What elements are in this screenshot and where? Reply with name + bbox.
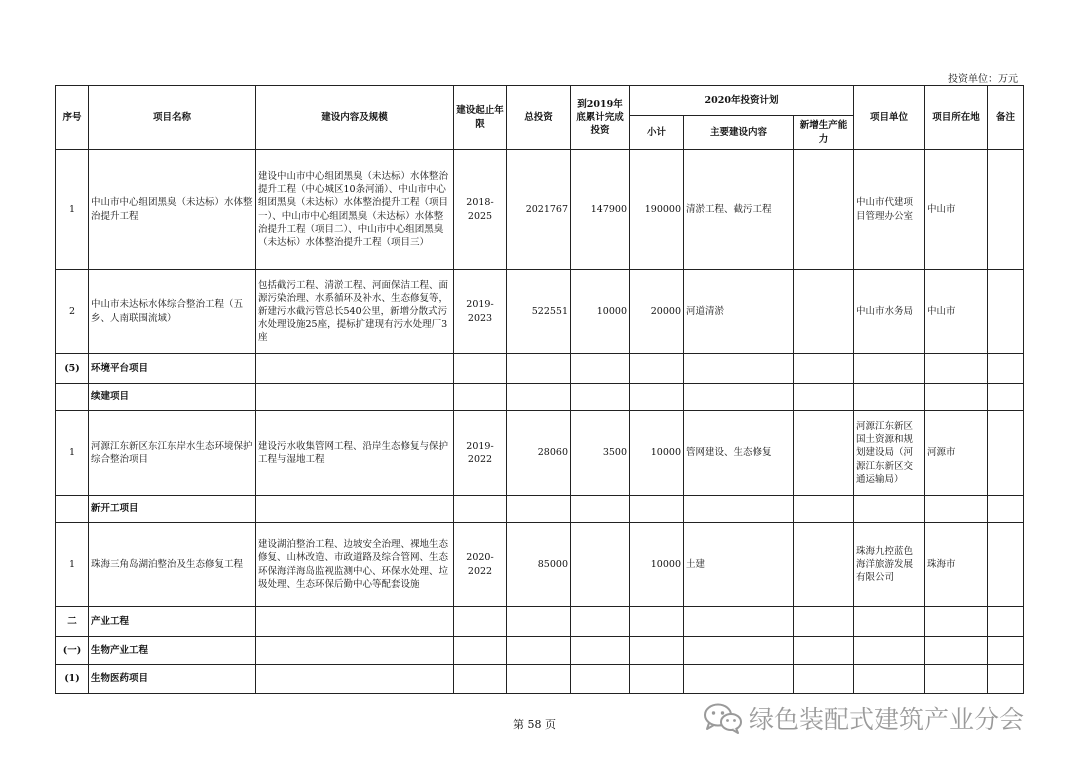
section-title: 生物医药项目	[89, 665, 256, 694]
cell-seq: 1	[56, 411, 89, 496]
section-title: 续建项目	[89, 384, 256, 411]
section-row	[56, 607, 1024, 637]
cell-total: 85000	[507, 523, 571, 607]
header-total: 总投资	[507, 86, 571, 150]
cell-total: 522551	[507, 270, 571, 354]
cell-new-capacity	[794, 270, 854, 354]
section-title: 新开工项目	[89, 496, 256, 523]
table-row	[56, 411, 1024, 496]
cell-cum2019: 10000	[571, 270, 630, 354]
section-title: 环境平台项目	[89, 354, 256, 384]
table-row	[56, 150, 1024, 270]
header-seq: 序号	[56, 86, 89, 150]
header-content: 建设内容及规模	[256, 86, 454, 150]
header-period: 建设起止年限	[454, 86, 507, 150]
cell-subtotal: 20000	[630, 270, 684, 354]
cell-remark	[988, 150, 1024, 270]
cell-unit: 中山市水务局	[854, 270, 925, 354]
cell-location: 中山市	[925, 150, 988, 270]
cell-content: 建设湖泊整治工程、边坡安全治理、裸地生态修复、山林改造、市政道路及综合管网、生态环保海洋海岛监视监测中心、环保水处理、垃圾处理、生态环保后勤中心等配套设施	[256, 523, 454, 607]
section-seq	[56, 496, 89, 523]
investment-plan-table	[55, 85, 1024, 694]
cell-new-capacity	[794, 523, 854, 607]
watermark	[703, 700, 1024, 736]
cell-seq: 1	[56, 150, 89, 270]
investment-unit-label: 投资单位：万元	[948, 74, 1018, 85]
cell-total: 2021767	[507, 150, 571, 270]
cell-cum2019	[571, 523, 630, 607]
cell-main-content: 清淤工程、截污工程	[684, 150, 794, 270]
header-main-content: 主要建设内容	[684, 116, 794, 150]
section-title: 产业工程	[89, 607, 256, 637]
header-row-1	[56, 86, 1024, 116]
cell-main-content: 管网建设、生态修复	[684, 411, 794, 496]
cell-period: 2019-2022	[454, 411, 507, 496]
cell-new-capacity	[794, 150, 854, 270]
cell-cum2019: 147900	[571, 150, 630, 270]
header-remark: 备注	[988, 86, 1024, 150]
cell-location: 珠海市	[925, 523, 988, 607]
section-row	[56, 496, 1024, 523]
cell-name: 珠海三角岛湖泊整治及生态修复工程	[89, 523, 256, 607]
cell-subtotal: 10000	[630, 523, 684, 607]
header-cum2019: 到2019年底累计完成投资	[571, 86, 630, 150]
cell-name: 河源江东新区东江东岸水生态环境保护综合整治项目	[89, 411, 256, 496]
header-subtotal: 小计	[630, 116, 684, 150]
cell-content: 建设污水收集管网工程、沿岸生态修复与保护工程与湿地工程	[256, 411, 454, 496]
wechat-icon	[703, 702, 743, 734]
section-seq: 二	[56, 607, 89, 637]
cell-main-content: 河道清淤	[684, 270, 794, 354]
header-location: 项目所在地	[925, 86, 988, 150]
cell-cum2019: 3500	[571, 411, 630, 496]
cell-remark	[988, 523, 1024, 607]
cell-new-capacity	[794, 411, 854, 496]
section-row	[56, 665, 1024, 694]
cell-remark	[988, 270, 1024, 354]
cell-location: 河源市	[925, 411, 988, 496]
section-row	[56, 384, 1024, 411]
table-row	[56, 270, 1024, 354]
header-unit: 项目单位	[854, 86, 925, 150]
header-plan2020: 2020年投资计划	[630, 86, 854, 116]
cell-content: 包括截污工程、清淤工程、河面保洁工程、面源污染治理、水系循环及补水、生态修复等，新建污水截污管总长540公里，新增分散式污水处理设施25座，提标扩建现有污水处理厂3座	[256, 270, 454, 354]
cell-main-content: 土建	[684, 523, 794, 607]
page-number: 第 58 页	[513, 718, 556, 731]
cell-unit: 河源江东新区国土资源和规划建设局（河源江东新区交通运输局）	[854, 411, 925, 496]
cell-remark	[988, 411, 1024, 496]
section-title: 生物产业工程	[89, 637, 256, 665]
cell-seq: 2	[56, 270, 89, 354]
section-seq	[56, 384, 89, 411]
cell-period: 2020-2022	[454, 523, 507, 607]
cell-unit: 珠海九控蓝色海洋旅游发展有限公司	[854, 523, 925, 607]
header-new-capacity: 新增生产能力	[794, 116, 854, 150]
cell-subtotal: 10000	[630, 411, 684, 496]
table-row	[56, 523, 1024, 607]
cell-location: 中山市	[925, 270, 988, 354]
cell-name: 中山市中心组团黑臭（未达标）水体整治提升工程	[89, 150, 256, 270]
header-name: 项目名称	[89, 86, 256, 150]
cell-name: 中山市未达标水体综合整治工程（五乡、人南联围流域）	[89, 270, 256, 354]
section-seq: (1)	[56, 665, 89, 694]
cell-period: 2019-2023	[454, 270, 507, 354]
cell-seq: 1	[56, 523, 89, 607]
cell-content: 建设中山市中心组团黑臭（未达标）水体整治提升工程（中心城区10条河涌）、中山市中心组团黑臭（未达标）水体整治提升工程（项目一）、中山市中心组团黑臭（未达标）水体整治提升工程（项目二）、中山市中心组团黑臭（未达标）水体整治提升工程（项目三）	[256, 150, 454, 270]
section-row	[56, 354, 1024, 384]
cell-total: 28060	[507, 411, 571, 496]
section-seq: (5)	[56, 354, 89, 384]
section-seq: (一)	[56, 637, 89, 665]
watermark-text: 绿色装配式建筑产业分会	[749, 705, 1025, 734]
cell-subtotal: 190000	[630, 150, 684, 270]
cell-unit: 中山市代建项目管理办公室	[854, 150, 925, 270]
cell-period: 2018-2025	[454, 150, 507, 270]
section-row	[56, 637, 1024, 665]
